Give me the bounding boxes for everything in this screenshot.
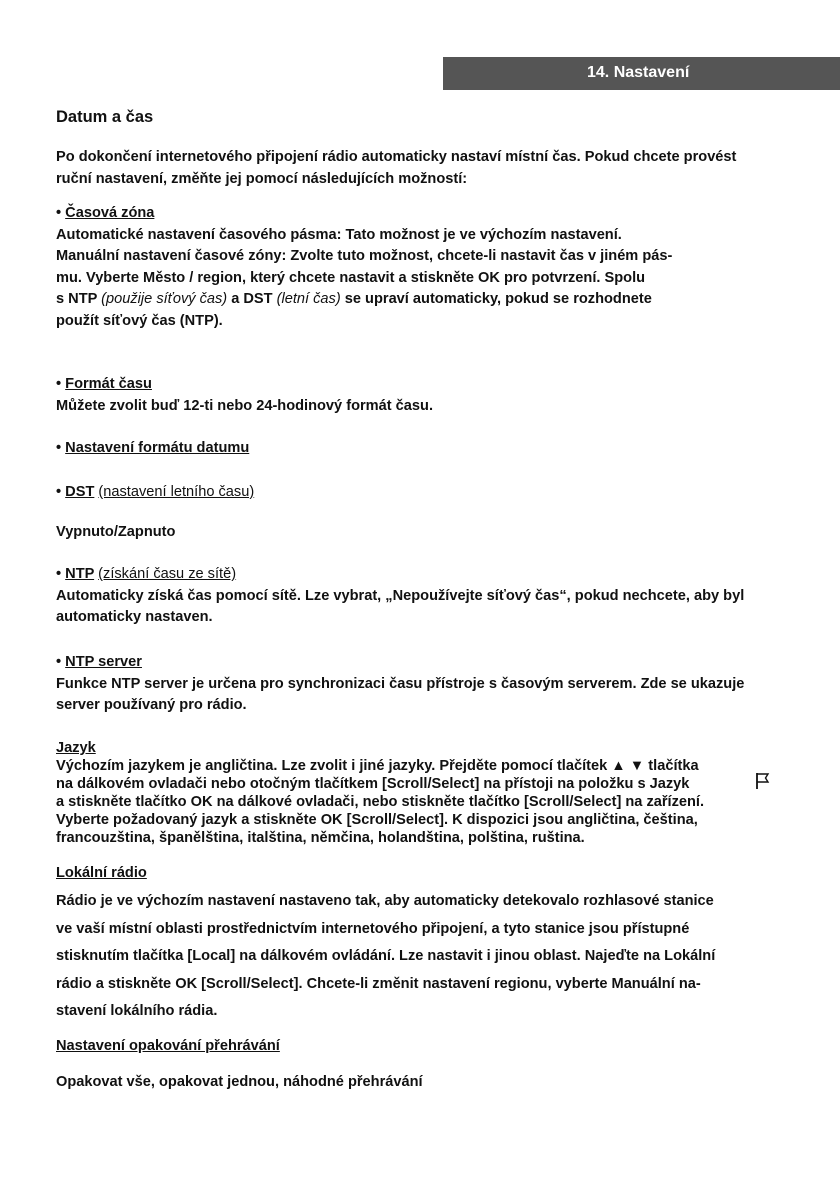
datetime-intro: Po dokončení internetového připojení rádio automaticky nastaví místní čas. Pokud chcete provést ruční nastavení, změňte jej pomocí následujících možností: xyxy=(56,149,737,187)
localradio-text xyxy=(56,888,786,1026)
ntp-heading: • NTP (získání času ze sítě) xyxy=(56,566,237,582)
dateformat-heading: • Nastavení formátu datumu xyxy=(56,440,250,456)
timeformat-heading: • Formát času xyxy=(56,376,152,392)
language-line: a stiskněte tlačítko OK na dálkové ovladači, nebo stiskněte tlačítko [Scroll/Select] na zařízení. xyxy=(56,794,705,810)
timezone-heading: • Časová zóna xyxy=(56,205,155,221)
localradio-heading: Lokální rádio xyxy=(56,865,147,881)
repeat-heading: Nastavení opakování přehrávání xyxy=(56,1038,280,1054)
timeformat-section xyxy=(56,374,786,417)
timezone-section xyxy=(56,203,786,332)
timezone-line: Automatické nastavení časového pásma: Tato možnost je ve výchozím nastavení. xyxy=(56,226,622,243)
language-heading: Jazyk xyxy=(56,740,96,756)
timezone-line: mu. Vyberte Město / region, který chcete nastavit a stiskněte OK pro potvrzení. Spolu xyxy=(56,269,646,286)
ntp-text: Automaticky získá čas pomocí sítě. Lze vybrat, „Nepoužívejte síťový čas“, pokud nechcete, aby byl automaticky nastaven. xyxy=(56,587,745,625)
timeformat-text: Můžete zvolit buď 12-ti nebo 24-hodinový formát času. xyxy=(56,397,434,414)
timezone-line: Manuální nastavení časové zóny: Zvolte tuto možnost, chcete-li nastavit čas v jiném pás- xyxy=(56,248,673,264)
flag-icon xyxy=(755,772,771,790)
timezone-line: použít síťový čas (NTP). xyxy=(56,312,223,329)
repeat-text: Opakovat vše, opakovat jednou, náhodné přehrávání xyxy=(56,1074,423,1090)
dst-heading: • DST (nastavení letního času) xyxy=(56,484,255,500)
ntpserver-text: Funkce NTP server je určena pro synchronizaci času přístroje s časovým serverem. Zde se ukazuje server používaný pro rádio. xyxy=(56,675,745,713)
chapter-header: 14. Nastavení xyxy=(443,57,840,90)
language-line: francouzština, španělština, italština, němčina, holandština, polština, ruština. xyxy=(56,830,585,846)
language-line: na dálkovém ovladači nebo otočným tlačítkem [Scroll/Select] na přístoji na položku s Jazyk xyxy=(56,776,690,792)
localradio-line: rádio a stiskněte OK [Scroll/Select]. Chcete-li změnit nastavení regionu, vyberte Manuální na- xyxy=(56,975,701,992)
language-section xyxy=(56,739,786,847)
language-line: Vyberte požadovaný jazyk a stiskněte OK [Scroll/Select]. K dispozici jsou angličtina, čeština, xyxy=(56,812,698,828)
timezone-line: s NTP (použije síťový čas) a DST (letní čas) se upraví automaticky, pokud se rozhodnete xyxy=(56,291,652,307)
localradio-line: stavení lokálního rádia. xyxy=(56,1003,218,1019)
localradio-line: Rádio je ve výchozím nastavení nastaveno tak, aby automaticky detekovalo rozhlasové stanice xyxy=(56,893,714,909)
language-line: Výchozím jazykem je angličtina. Lze zvolit i jiné jazyky. Přejděte pomocí tlačítek ▲ ▼ tlačítka xyxy=(56,758,699,774)
localradio-line: ve vaší místní oblasti prostřednictvím internetového připojení, a tyto stanice jsou přístupné xyxy=(56,920,690,937)
ntp-section xyxy=(56,564,786,629)
localradio-line: stisknutím tlačítka [Local] na dálkovém ovládání. Lze nastavit i jinou oblast. Najeďte na Lokální xyxy=(56,948,716,964)
ntpserver-heading: • NTP server xyxy=(56,654,142,670)
dst-value: Vypnuto/Zapnuto xyxy=(56,524,176,540)
section-title-datetime: Datum a čas xyxy=(56,108,154,126)
ntpserver-section xyxy=(56,652,786,717)
